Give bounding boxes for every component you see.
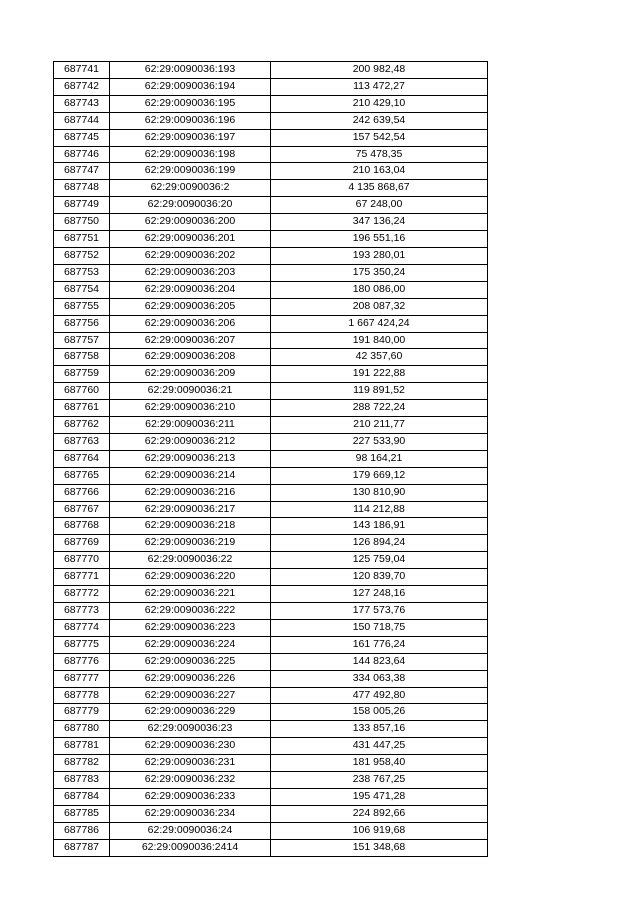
table-row [54,518,488,535]
row-number-cell: 687741 [54,62,110,79]
value-cell: 288 722,24 [271,400,488,417]
cadastral-number-cell: 62:29:0090036:204 [110,281,271,298]
table-row [54,112,488,129]
table-row [54,704,488,721]
cadastral-number-cell: 62:29:0090036:213 [110,450,271,467]
value-cell: 125 759,04 [271,552,488,569]
cadastral-number-cell: 62:29:0090036:201 [110,231,271,248]
cadastral-number-cell: 62:29:0090036:21 [110,383,271,400]
row-number-cell: 687758 [54,349,110,366]
value-cell: 144 823,64 [271,653,488,670]
value-cell: 210 163,04 [271,163,488,180]
cadastral-number-cell: 62:29:0090036:194 [110,78,271,95]
cadastral-number-cell: 62:29:0090036:210 [110,400,271,417]
table-row [54,501,488,518]
table-row [54,298,488,315]
row-number-cell: 687782 [54,755,110,772]
row-number-cell: 687757 [54,332,110,349]
row-number-cell: 687749 [54,197,110,214]
row-number-cell: 687778 [54,687,110,704]
row-number-cell: 687773 [54,603,110,620]
row-number-cell: 687776 [54,653,110,670]
cadastral-number-cell: 62:29:0090036:214 [110,467,271,484]
value-cell: 127 248,16 [271,586,488,603]
cadastral-number-cell: 62:29:0090036:224 [110,636,271,653]
table-row [54,400,488,417]
table-row [54,484,488,501]
table-row [54,670,488,687]
value-cell: 75 478,35 [271,146,488,163]
row-number-cell: 687767 [54,501,110,518]
cadastral-number-cell: 62:29:0090036:203 [110,264,271,281]
table-row [54,433,488,450]
cadastral-value-table [53,61,488,857]
value-cell: 120 839,70 [271,569,488,586]
table-row [54,197,488,214]
table-row [54,788,488,805]
cadastral-number-cell: 62:29:0090036:198 [110,146,271,163]
value-cell: 130 810,90 [271,484,488,501]
table-row [54,383,488,400]
row-number-cell: 687761 [54,400,110,417]
table-row [54,552,488,569]
cadastral-number-cell: 62:29:0090036:223 [110,619,271,636]
value-cell: 157 542,54 [271,129,488,146]
cadastral-number-cell: 62:29:0090036:200 [110,214,271,231]
value-cell: 151 348,68 [271,839,488,856]
table-row [54,62,488,79]
cadastral-number-cell: 62:29:0090036:220 [110,569,271,586]
value-cell: 158 005,26 [271,704,488,721]
row-number-cell: 687753 [54,264,110,281]
table-row [54,822,488,839]
table-row [54,839,488,856]
table-row [54,805,488,822]
row-number-cell: 687779 [54,704,110,721]
value-cell: 42 357,60 [271,349,488,366]
value-cell: 119 891,52 [271,383,488,400]
row-number-cell: 687759 [54,366,110,383]
row-number-cell: 687784 [54,788,110,805]
cadastral-number-cell: 62:29:0090036:197 [110,129,271,146]
value-cell: 1 667 424,24 [271,315,488,332]
cadastral-number-cell: 62:29:0090036:222 [110,603,271,620]
value-cell: 106 919,68 [271,822,488,839]
value-cell: 191 222,88 [271,366,488,383]
table-row [54,467,488,484]
row-number-cell: 687769 [54,535,110,552]
table-body [54,62,488,857]
value-cell: 347 136,24 [271,214,488,231]
value-cell: 242 639,54 [271,112,488,129]
document-page [53,61,487,857]
value-cell: 196 551,16 [271,231,488,248]
table-row [54,78,488,95]
row-number-cell: 687744 [54,112,110,129]
value-cell: 161 776,24 [271,636,488,653]
cadastral-number-cell: 62:29:0090036:208 [110,349,271,366]
row-number-cell: 687787 [54,839,110,856]
cadastral-number-cell: 62:29:0090036:2 [110,180,271,197]
row-number-cell: 687742 [54,78,110,95]
table-row [54,535,488,552]
row-number-cell: 687781 [54,738,110,755]
cadastral-number-cell: 62:29:0090036:225 [110,653,271,670]
table-row [54,738,488,755]
table-row [54,619,488,636]
value-cell: 150 718,75 [271,619,488,636]
table-row [54,417,488,434]
cadastral-number-cell: 62:29:0090036:219 [110,535,271,552]
cadastral-number-cell: 62:29:0090036:202 [110,247,271,264]
row-number-cell: 687783 [54,772,110,789]
table-row [54,95,488,112]
cadastral-number-cell: 62:29:0090036:230 [110,738,271,755]
value-cell: 195 471,28 [271,788,488,805]
value-cell: 227 533,90 [271,433,488,450]
value-cell: 431 447,25 [271,738,488,755]
row-number-cell: 687777 [54,670,110,687]
value-cell: 4 135 868,67 [271,180,488,197]
table-row [54,129,488,146]
table-row [54,332,488,349]
row-number-cell: 687772 [54,586,110,603]
table-row [54,636,488,653]
cadastral-number-cell: 62:29:0090036:199 [110,163,271,180]
row-number-cell: 687747 [54,163,110,180]
value-cell: 143 186,91 [271,518,488,535]
row-number-cell: 687751 [54,231,110,248]
cadastral-number-cell: 62:29:0090036:206 [110,315,271,332]
value-cell: 133 857,16 [271,721,488,738]
cadastral-number-cell: 62:29:0090036:232 [110,772,271,789]
row-number-cell: 687780 [54,721,110,738]
value-cell: 334 063,38 [271,670,488,687]
row-number-cell: 687754 [54,281,110,298]
value-cell: 175 350,24 [271,264,488,281]
table-row [54,264,488,281]
row-number-cell: 687766 [54,484,110,501]
table-row [54,281,488,298]
row-number-cell: 687745 [54,129,110,146]
cadastral-number-cell: 62:29:0090036:227 [110,687,271,704]
cadastral-number-cell: 62:29:0090036:217 [110,501,271,518]
row-number-cell: 687771 [54,569,110,586]
cadastral-number-cell: 62:29:0090036:211 [110,417,271,434]
value-cell: 191 840,00 [271,332,488,349]
value-cell: 200 982,48 [271,62,488,79]
table-row [54,687,488,704]
row-number-cell: 687748 [54,180,110,197]
row-number-cell: 687762 [54,417,110,434]
row-number-cell: 687764 [54,450,110,467]
cadastral-number-cell: 62:29:0090036:229 [110,704,271,721]
value-cell: 180 086,00 [271,281,488,298]
cadastral-number-cell: 62:29:0090036:20 [110,197,271,214]
row-number-cell: 687760 [54,383,110,400]
value-cell: 210 429,10 [271,95,488,112]
row-number-cell: 687763 [54,433,110,450]
table-row [54,721,488,738]
table-row [54,586,488,603]
cadastral-number-cell: 62:29:0090036:218 [110,518,271,535]
cadastral-number-cell: 62:29:0090036:226 [110,670,271,687]
cadastral-number-cell: 62:29:0090036:207 [110,332,271,349]
row-number-cell: 687786 [54,822,110,839]
row-number-cell: 687768 [54,518,110,535]
value-cell: 67 248,00 [271,197,488,214]
value-cell: 179 669,12 [271,467,488,484]
value-cell: 193 280,01 [271,247,488,264]
cadastral-number-cell: 62:29:0090036:195 [110,95,271,112]
value-cell: 126 894,24 [271,535,488,552]
row-number-cell: 687770 [54,552,110,569]
cadastral-number-cell: 62:29:0090036:2414 [110,839,271,856]
table-row [54,231,488,248]
value-cell: 114 212,88 [271,501,488,518]
row-number-cell: 687743 [54,95,110,112]
cadastral-number-cell: 62:29:0090036:22 [110,552,271,569]
cadastral-number-cell: 62:29:0090036:193 [110,62,271,79]
cadastral-number-cell: 62:29:0090036:205 [110,298,271,315]
cadastral-number-cell: 62:29:0090036:234 [110,805,271,822]
cadastral-number-cell: 62:29:0090036:221 [110,586,271,603]
value-cell: 210 211,77 [271,417,488,434]
table-row [54,366,488,383]
table-row [54,772,488,789]
value-cell: 238 767,25 [271,772,488,789]
row-number-cell: 687785 [54,805,110,822]
row-number-cell: 687746 [54,146,110,163]
value-cell: 113 472,27 [271,78,488,95]
row-number-cell: 687755 [54,298,110,315]
table-row [54,146,488,163]
table-row [54,214,488,231]
row-number-cell: 687774 [54,619,110,636]
row-number-cell: 687752 [54,247,110,264]
cadastral-number-cell: 62:29:0090036:231 [110,755,271,772]
row-number-cell: 687750 [54,214,110,231]
row-number-cell: 687756 [54,315,110,332]
cadastral-number-cell: 62:29:0090036:216 [110,484,271,501]
value-cell: 177 573,76 [271,603,488,620]
value-cell: 208 087,32 [271,298,488,315]
row-number-cell: 687765 [54,467,110,484]
cadastral-number-cell: 62:29:0090036:23 [110,721,271,738]
table-row [54,315,488,332]
table-row [54,349,488,366]
value-cell: 477 492,80 [271,687,488,704]
cadastral-number-cell: 62:29:0090036:209 [110,366,271,383]
value-cell: 98 164,21 [271,450,488,467]
cadastral-number-cell: 62:29:0090036:212 [110,433,271,450]
cadastral-number-cell: 62:29:0090036:196 [110,112,271,129]
table-row [54,603,488,620]
table-row [54,163,488,180]
table-row [54,569,488,586]
cadastral-number-cell: 62:29:0090036:24 [110,822,271,839]
cadastral-number-cell: 62:29:0090036:233 [110,788,271,805]
value-cell: 224 892,66 [271,805,488,822]
table-row [54,755,488,772]
table-row [54,247,488,264]
row-number-cell: 687775 [54,636,110,653]
table-row [54,653,488,670]
table-row [54,450,488,467]
table-row [54,180,488,197]
value-cell: 181 958,40 [271,755,488,772]
